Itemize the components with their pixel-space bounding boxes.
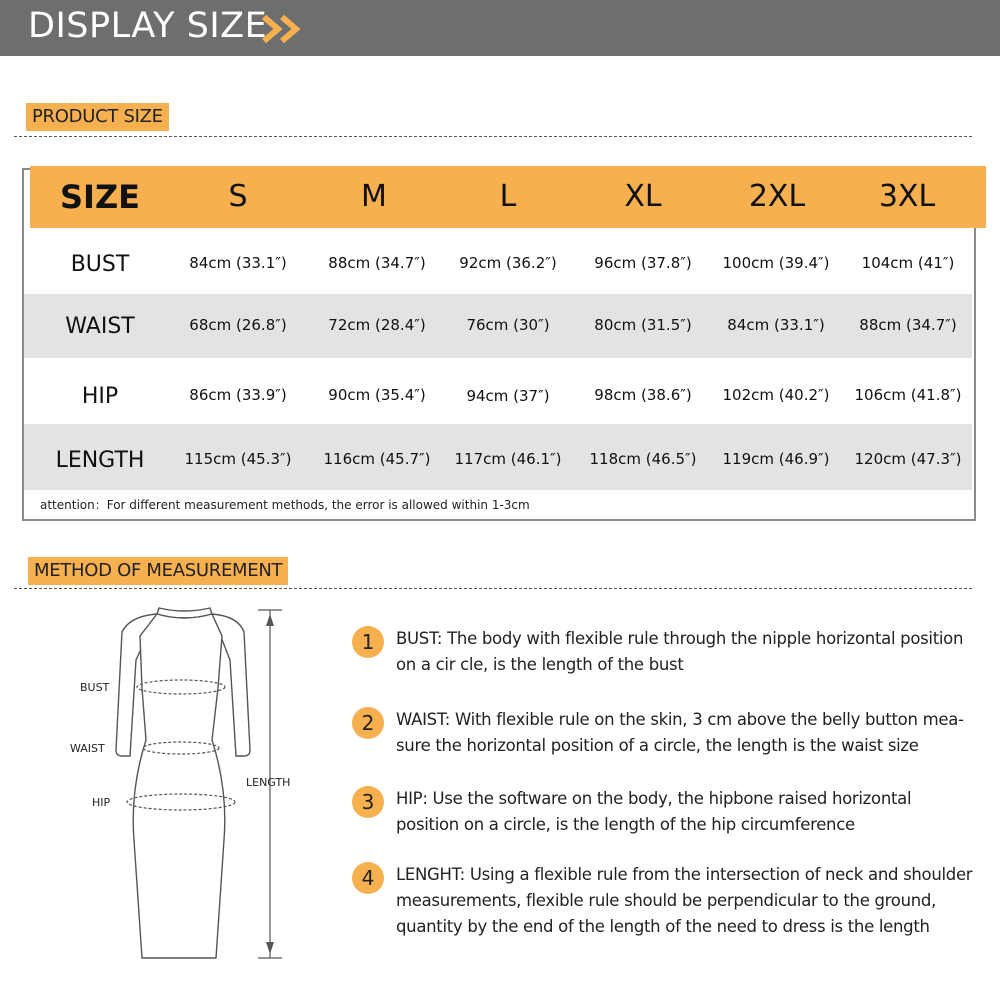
method-text: WAIST: With flexible rule on the skin, 3 cm above the belly button mea-sure the horizontal position of a circle, the length is the waist size xyxy=(396,710,964,755)
table-row-hip xyxy=(24,358,972,424)
table-cell: 117cm (46.1″) xyxy=(454,450,562,468)
table-cell: 84cm (33.1″) xyxy=(727,316,825,334)
size-header-s: S xyxy=(228,179,248,214)
table-cell: 72cm (28.4″) xyxy=(328,316,426,334)
table-cell: 86cm (33.9″) xyxy=(189,386,287,404)
table-row-length xyxy=(24,424,972,490)
method-text: LENGHT: Using a flexible rule from the intersection of neck and shoulder measurements, flexible rule should be perpendicular to the ground, quantity by the end of the length of the need to dress is the length xyxy=(396,865,973,936)
waist-label: WAIST xyxy=(70,742,105,755)
length-label: LENGTH xyxy=(246,776,291,789)
attention-note: attention：For different measurement methods, the error is allowed within 1-3cm xyxy=(40,498,530,512)
method-number-badge: 3 xyxy=(352,786,384,818)
method-text: BUST: The body with flexible rule through the nipple horizontal position on a cir cle, is the length of the bust xyxy=(396,629,964,674)
method-number-badge: 1 xyxy=(352,626,384,658)
table-cell: 88cm (34.7″) xyxy=(328,254,426,272)
table-cell: 100cm (39.4″) xyxy=(722,254,830,272)
size-table-header xyxy=(30,166,986,228)
hip-label: HIP xyxy=(92,796,111,809)
table-cell: 76cm (30″) xyxy=(466,316,550,334)
dress-figure xyxy=(60,600,340,970)
table-cell: 92cm (36.2″) xyxy=(459,254,557,272)
size-header-label: SIZE xyxy=(59,178,140,216)
product-size-tag: PRODUCT SIZE xyxy=(26,103,169,131)
size-header-xl: XL xyxy=(624,179,662,214)
size-header-2xl: 2XL xyxy=(748,179,806,214)
table-cell: 118cm (46.5″) xyxy=(589,450,697,468)
section-divider xyxy=(14,588,972,589)
display-size-banner xyxy=(0,0,1000,56)
size-header-l: L xyxy=(499,179,517,214)
row-label-length: LENGTH xyxy=(55,448,145,473)
size-header-3xl: 3XL xyxy=(878,179,936,214)
table-cell: 120cm (47.3″) xyxy=(854,450,962,468)
method-text: HIP: Use the software on the body, the hipbone raised horizontal position on a circle, is the length of the hip circumference xyxy=(396,789,912,834)
table-cell: 84cm (33.1″) xyxy=(189,254,287,272)
section-divider xyxy=(14,136,972,137)
banner-title: DISPLAY SIZE xyxy=(28,6,268,46)
table-cell: 88cm (34.7″) xyxy=(859,316,957,334)
table-cell: 102cm (40.2″) xyxy=(722,386,830,404)
table-cell: 96cm (37.8″) xyxy=(594,254,692,272)
double-chevron-right-icon xyxy=(262,14,308,44)
table-cell: 119cm (46.9″) xyxy=(722,450,830,468)
table-cell: 90cm (35.4″) xyxy=(328,386,426,404)
row-label-bust: BUST xyxy=(70,252,130,277)
table-cell: 115cm (45.3″) xyxy=(184,450,292,468)
table-row-waist xyxy=(24,294,972,358)
table-cell: 106cm (41.8″) xyxy=(854,386,962,404)
bust-label: BUST xyxy=(80,681,110,694)
table-cell: 80cm (31.5″) xyxy=(594,316,692,334)
row-label-waist: WAIST xyxy=(65,314,135,339)
table-cell: 94cm (37″) xyxy=(466,387,550,405)
table-cell: 98cm (38.6″) xyxy=(594,386,692,404)
table-cell: 116cm (45.7″) xyxy=(323,450,431,468)
table-cell: 104cm (41″) xyxy=(861,254,955,272)
table-cell: 68cm (26.8″) xyxy=(189,316,287,334)
table-row-bust xyxy=(24,232,972,294)
method-tag: METHOD OF MEASUREMENT xyxy=(28,557,288,585)
row-label-hip: HIP xyxy=(81,384,119,409)
method-number-badge: 4 xyxy=(352,862,384,894)
size-header-m: M xyxy=(361,179,387,214)
method-number-badge: 2 xyxy=(352,707,384,739)
